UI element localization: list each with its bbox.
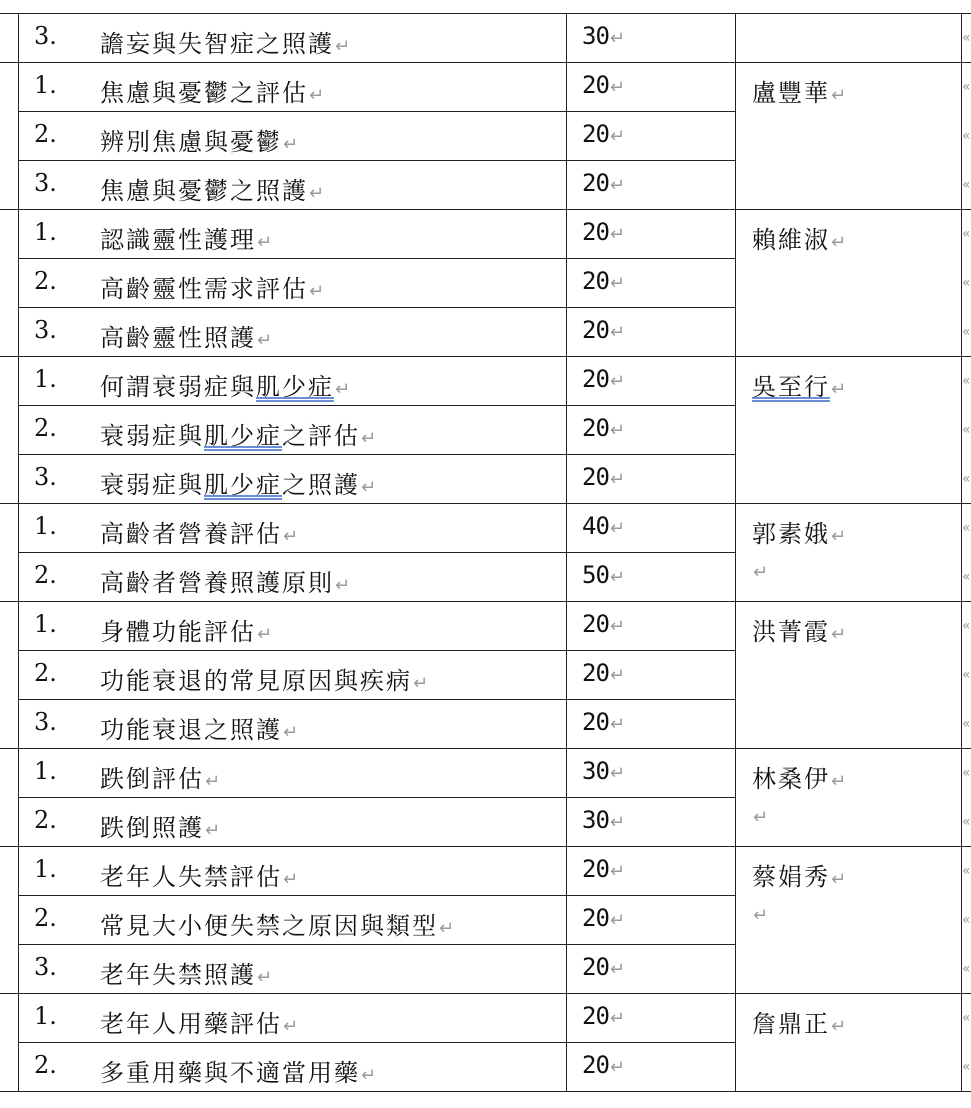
topic-cell	[100, 269, 324, 304]
hours-cell	[582, 512, 625, 540]
lecturer-name	[752, 367, 846, 402]
paragraph-mark-icon: ↵	[283, 869, 299, 890]
table-row	[18, 847, 736, 896]
hours-cell	[582, 414, 625, 442]
table-group	[0, 210, 971, 357]
topic-cell	[100, 661, 428, 696]
paragraph-mark-icon: ↵	[831, 85, 847, 106]
paragraph-mark-icon: ↵	[609, 665, 625, 686]
topic-text: 老年人用藥評估	[100, 1010, 282, 1038]
topic-cell	[100, 367, 350, 402]
item-number: 1.	[34, 365, 57, 393]
topic-text: 辨別焦慮與憂鬱	[100, 128, 282, 156]
lecturer-name	[752, 1004, 846, 1039]
topic-text: 身體功能評估	[100, 618, 256, 646]
lecturer-name	[752, 73, 846, 108]
item-number: 1.	[34, 71, 57, 99]
paragraph-mark-icon: ↵	[283, 134, 299, 155]
row-end-mark-icon: «	[962, 569, 971, 585]
hours-value: 20	[582, 316, 609, 344]
row-end-mark-icon: «	[962, 30, 971, 46]
hours-value: 20	[582, 953, 609, 981]
paragraph-mark-icon: ↵	[361, 1065, 377, 1086]
item-number: 3.	[34, 463, 57, 491]
topic-text: 高齡靈性照護	[100, 324, 256, 352]
table-group	[0, 63, 971, 210]
item-number: 1.	[34, 218, 57, 246]
paragraph-mark-icon: ↵	[309, 183, 325, 204]
right-border	[961, 504, 962, 601]
paragraph-mark-icon: ↵	[831, 526, 847, 547]
hours-value: 20	[582, 267, 609, 295]
topic-cell	[100, 906, 454, 941]
table-row	[18, 504, 736, 553]
table-row	[18, 112, 736, 161]
hours-value: 40	[582, 512, 609, 540]
hours-value: 20	[582, 169, 609, 197]
paragraph-mark-icon: ↵	[609, 1008, 625, 1029]
table-group	[0, 14, 971, 63]
hours-value: 20	[582, 610, 609, 638]
hours-cell	[582, 316, 625, 344]
table-row	[18, 63, 736, 112]
table-row	[18, 357, 736, 406]
table-row	[18, 14, 736, 63]
hours-value: 20	[582, 71, 609, 99]
lecturer-name-text: 盧豐華	[752, 79, 830, 107]
item-number: 2.	[34, 120, 57, 148]
lecturer-name	[752, 857, 846, 892]
item-number: 3.	[34, 169, 57, 197]
paragraph-mark-icon: ↵	[831, 379, 847, 400]
paragraph-mark-icon: ↵	[831, 1016, 847, 1037]
paragraph-mark-icon: ↵	[609, 175, 625, 196]
table-row	[18, 161, 736, 210]
topic-text: 老年失禁照護	[100, 961, 256, 989]
topic-text: 跌倒照護	[100, 814, 204, 842]
row-end-mark-icon: «	[962, 128, 971, 144]
topic-cell	[100, 1053, 376, 1088]
hours-value: 20	[582, 120, 609, 148]
topic-text: 譫妄與失智症之照護	[100, 30, 334, 58]
topic-cell	[100, 808, 220, 843]
lecturer-name	[752, 514, 846, 549]
topic-cell	[100, 955, 272, 990]
paragraph-mark-icon: ↵	[309, 85, 325, 106]
paragraph-mark-icon: ↵	[283, 722, 299, 743]
topic-text: 高齡者營養評估	[100, 520, 282, 548]
paragraph-mark-icon: ↵	[309, 281, 325, 302]
paragraph-mark-icon: ↵	[413, 673, 429, 694]
hours-value: 30	[582, 806, 609, 834]
topic-text: 何謂衰弱症與肌少症	[100, 373, 334, 401]
hours-cell	[582, 1002, 625, 1030]
topic-cell	[100, 1004, 298, 1039]
topic-text: 衰弱症與肌少症之評估	[100, 422, 360, 450]
hours-value: 20	[582, 855, 609, 883]
paragraph-mark-icon: ↵	[609, 714, 625, 735]
item-number: 2.	[34, 1051, 57, 1079]
table-row	[18, 602, 736, 651]
hours-value: 20	[582, 904, 609, 932]
row-end-mark-icon: «	[962, 373, 971, 389]
hours-cell	[582, 71, 625, 99]
paragraph-mark-icon: ↵	[335, 575, 351, 596]
row-end-mark-icon: «	[962, 1059, 971, 1075]
hours-cell	[582, 463, 625, 491]
hours-value: 20	[582, 1051, 609, 1079]
table-row	[18, 406, 736, 455]
row-end-mark-icon: «	[962, 226, 971, 242]
paragraph-mark-icon: ↵	[609, 224, 625, 245]
paragraph-mark-icon: ↵	[609, 420, 625, 441]
table-group	[0, 504, 971, 602]
row-end-mark-icon: «	[962, 177, 971, 193]
table-row	[18, 210, 736, 259]
paragraph-mark-icon: ↵	[257, 330, 273, 351]
topic-text: 多重用藥與不適當用藥	[100, 1059, 360, 1087]
hours-value: 20	[582, 414, 609, 442]
table-group	[0, 602, 971, 749]
row-end-mark-icon: «	[962, 520, 971, 536]
item-number: 2.	[34, 267, 57, 295]
topic-text: 認識靈性護理	[100, 226, 256, 254]
topic-text: 焦慮與憂鬱之評估	[100, 79, 308, 107]
item-number: 2.	[34, 806, 57, 834]
paragraph-mark-icon: ↵	[257, 967, 273, 988]
item-number: 2.	[34, 904, 57, 932]
item-number: 2.	[34, 414, 57, 442]
lecturer-name	[752, 220, 846, 255]
lecturer-name-text: 吳至行	[752, 373, 830, 401]
paragraph-mark-icon: ↵	[609, 322, 625, 343]
item-number: 1.	[34, 610, 57, 638]
topic-cell	[100, 857, 298, 892]
hours-value: 20	[582, 218, 609, 246]
paragraph-mark-icon: ↵	[609, 273, 625, 294]
topic-cell	[100, 171, 324, 206]
row-end-mark-icon: «	[962, 471, 971, 487]
right-border	[961, 994, 962, 1091]
topic-cell	[100, 73, 324, 108]
paragraph-mark-icon: ↵	[609, 469, 625, 490]
table-row	[18, 1043, 736, 1092]
row-end-mark-icon: «	[962, 275, 971, 291]
topic-cell	[100, 514, 298, 549]
topic-cell	[100, 563, 350, 598]
hours-cell	[582, 757, 625, 785]
topic-text: 常見大小便失禁之原因與類型	[100, 912, 438, 940]
item-number: 3.	[34, 708, 57, 736]
lecturer-extra-mark-icon: ↵	[753, 807, 769, 828]
topic-text: 高齡靈性需求評估	[100, 275, 308, 303]
table-group	[0, 847, 971, 994]
topic-cell	[100, 710, 298, 745]
table-row	[18, 455, 736, 504]
hours-cell	[582, 806, 625, 834]
paragraph-mark-icon: ↵	[283, 1016, 299, 1037]
paragraph-mark-icon: ↵	[609, 371, 625, 392]
topic-cell	[100, 465, 376, 500]
right-border	[961, 749, 962, 846]
row-end-mark-icon: «	[962, 765, 971, 781]
hours-value: 30	[582, 22, 609, 50]
topic-cell	[100, 24, 350, 59]
topic-text: 焦慮與憂鬱之照護	[100, 177, 308, 205]
paragraph-mark-icon: ↵	[609, 567, 625, 588]
topic-text: 功能衰退之照護	[100, 716, 282, 744]
hours-cell	[582, 855, 625, 883]
row-end-mark-icon: «	[962, 667, 971, 683]
topic-text: 高齡者營養照護原則	[100, 569, 334, 597]
topic-cell	[100, 759, 220, 794]
topic-cell	[100, 318, 272, 353]
lecturer-name-text: 賴維淑	[752, 226, 830, 254]
row-end-mark-icon: «	[962, 1010, 971, 1026]
table-group	[0, 749, 971, 847]
row-end-mark-icon: «	[962, 618, 971, 634]
hours-value: 20	[582, 365, 609, 393]
paragraph-mark-icon: ↵	[439, 918, 455, 939]
item-number: 1.	[34, 757, 57, 785]
lecturer-name-text: 詹鼎正	[752, 1010, 830, 1038]
table-group	[0, 357, 971, 504]
paragraph-mark-icon: ↵	[609, 77, 625, 98]
topic-cell	[100, 416, 376, 451]
paragraph-mark-icon: ↵	[609, 763, 625, 784]
row-end-mark-icon: «	[962, 961, 971, 977]
topic-text: 衰弱症與肌少症之照護	[100, 471, 360, 499]
hours-cell	[582, 267, 625, 295]
paragraph-mark-icon: ↵	[361, 428, 377, 449]
hours-cell	[582, 169, 625, 197]
hours-value: 20	[582, 708, 609, 736]
hours-cell	[582, 561, 625, 589]
paragraph-mark-icon: ↵	[609, 616, 625, 637]
table-row	[18, 259, 736, 308]
table-row	[18, 798, 736, 847]
hours-cell	[582, 953, 625, 981]
lecturer-name-text: 洪菁霞	[752, 618, 830, 646]
paragraph-mark-icon: ↵	[609, 518, 625, 539]
row-end-mark-icon: «	[962, 814, 971, 830]
hours-cell	[582, 708, 625, 736]
lecturer-name-text: 林桑伊	[752, 765, 830, 793]
paragraph-mark-icon: ↵	[257, 232, 273, 253]
topic-cell	[100, 122, 298, 157]
paragraph-mark-icon: ↵	[609, 861, 625, 882]
table-row	[18, 651, 736, 700]
paragraph-mark-icon: ↵	[609, 28, 625, 49]
lecturer-name	[752, 612, 846, 647]
hours-cell	[582, 904, 625, 932]
lecturer-name	[752, 759, 846, 794]
table-row	[18, 994, 736, 1043]
topic-text: 跌倒評估	[100, 765, 204, 793]
table-row	[18, 896, 736, 945]
hours-cell	[582, 120, 625, 148]
topic-cell	[100, 220, 272, 255]
lecturer-name-text: 郭素娥	[752, 520, 830, 548]
paragraph-mark-icon: ↵	[831, 232, 847, 253]
paragraph-mark-icon: ↵	[831, 869, 847, 890]
item-number: 2.	[34, 561, 57, 589]
hours-value: 20	[582, 659, 609, 687]
lecturer-extra-mark-icon: ↵	[753, 562, 769, 583]
row-end-mark-icon: «	[962, 716, 971, 732]
hours-value: 30	[582, 757, 609, 785]
topic-cell	[100, 612, 272, 647]
lecturer-name-text: 蔡娟秀	[752, 863, 830, 891]
row-end-mark-icon: «	[962, 863, 971, 879]
paragraph-mark-icon: ↵	[335, 379, 351, 400]
item-number: 3.	[34, 316, 57, 344]
item-number: 1.	[34, 512, 57, 540]
table-group	[0, 994, 971, 1092]
lecturer-extra-mark-icon: ↵	[753, 905, 769, 926]
table-row	[18, 553, 736, 602]
table-row	[18, 308, 736, 357]
paragraph-mark-icon: ↵	[361, 477, 377, 498]
hours-cell	[582, 22, 625, 50]
row-end-mark-icon: «	[962, 324, 971, 340]
table-row	[18, 749, 736, 798]
hours-value: 20	[582, 463, 609, 491]
paragraph-mark-icon: ↵	[205, 771, 221, 792]
paragraph-mark-icon: ↵	[831, 624, 847, 645]
paragraph-mark-icon: ↵	[609, 1057, 625, 1078]
hours-cell	[582, 365, 625, 393]
paragraph-mark-icon: ↵	[609, 959, 625, 980]
paragraph-mark-icon: ↵	[609, 910, 625, 931]
item-number: 2.	[34, 659, 57, 687]
hours-cell	[582, 610, 625, 638]
topic-text: 功能衰退的常見原因與疾病	[100, 667, 412, 695]
paragraph-mark-icon: ↵	[831, 771, 847, 792]
hours-cell	[582, 1051, 625, 1079]
row-end-mark-icon: «	[962, 422, 971, 438]
item-number: 1.	[34, 1002, 57, 1030]
hours-value: 50	[582, 561, 609, 589]
table-row	[18, 700, 736, 749]
item-number: 3.	[34, 22, 57, 50]
paragraph-mark-icon: ↵	[609, 812, 625, 833]
paragraph-mark-icon: ↵	[609, 126, 625, 147]
hours-cell	[582, 218, 625, 246]
paragraph-mark-icon: ↵	[335, 36, 351, 57]
item-number: 3.	[34, 953, 57, 981]
row-end-mark-icon: «	[962, 79, 971, 95]
paragraph-mark-icon: ↵	[257, 624, 273, 645]
row-end-mark-icon: «	[962, 912, 971, 928]
hours-cell	[582, 659, 625, 687]
table-row	[18, 945, 736, 994]
paragraph-mark-icon: ↵	[283, 526, 299, 547]
item-number: 1.	[34, 855, 57, 883]
hours-value: 20	[582, 1002, 609, 1030]
paragraph-mark-icon: ↵	[205, 820, 221, 841]
topic-text: 老年人失禁評估	[100, 863, 282, 891]
